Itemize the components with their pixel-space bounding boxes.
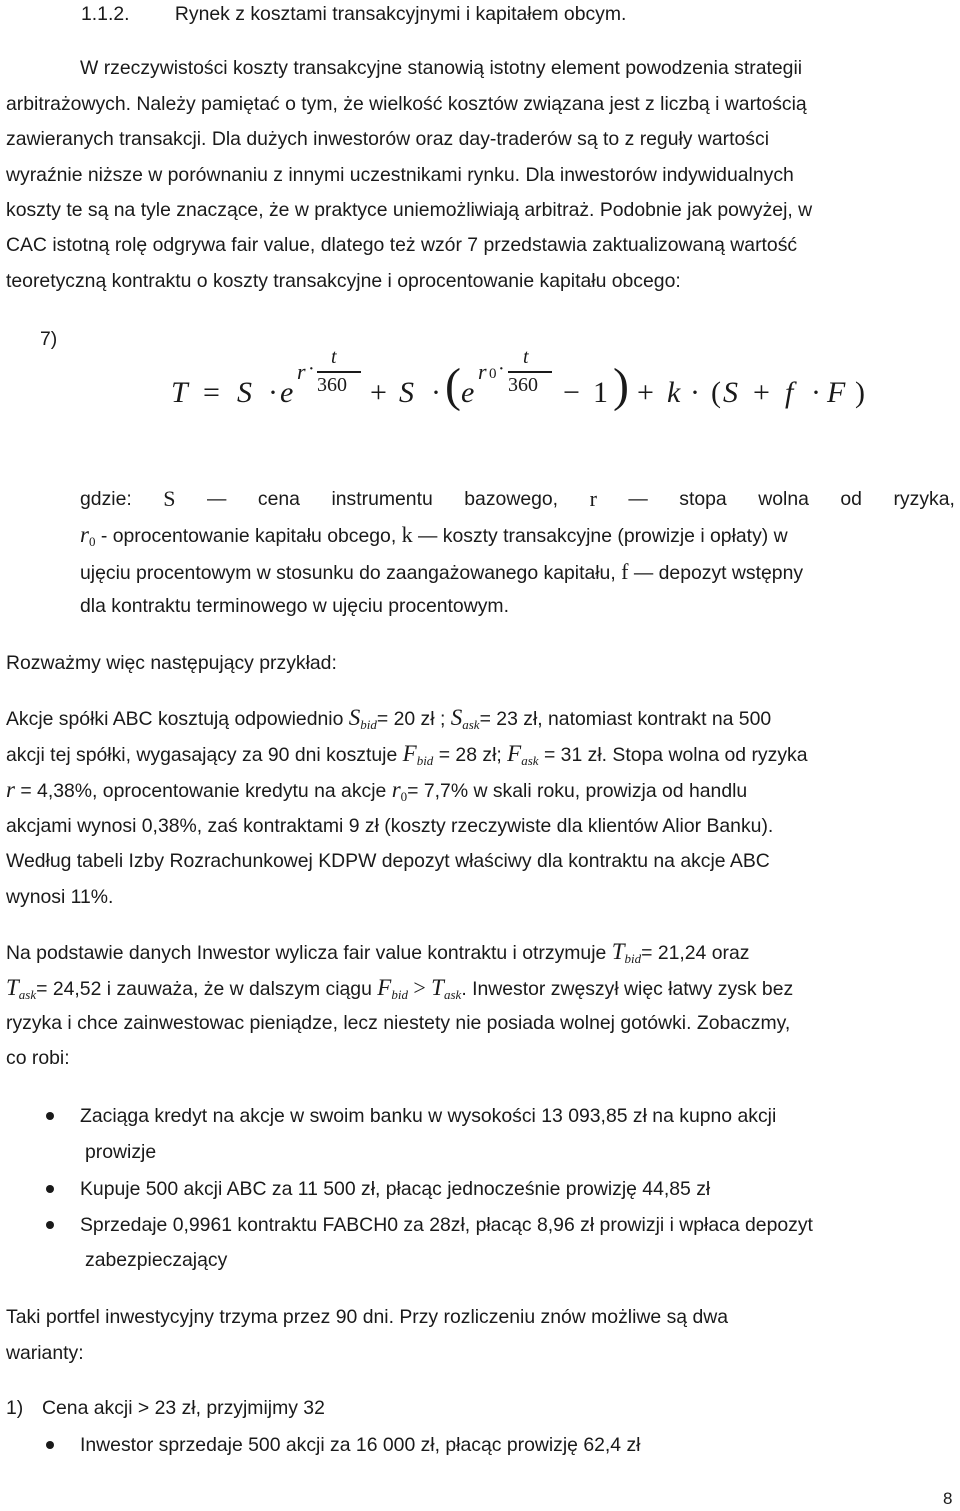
where-line-4: dla kontraktu terminowego w ujęciu procentowym. <box>80 595 509 617</box>
formula-frac-360-2: 360 <box>508 374 538 396</box>
formula-k: k <box>667 376 681 409</box>
formula-S-2: S <box>399 376 414 409</box>
para1-line-7: teoretyczną kontraktu o koszty transakcyjne i oprocentowanie kapitału obcego: <box>6 270 681 292</box>
bullet-dot-4 <box>46 1441 54 1449</box>
where-line-1: gdzie: S — cena instrumentu bazowego, r — stopa wolna od ryzyka, <box>80 486 955 511</box>
para1-line-2: arbitrażowych. Należy pamiętać o tym, że wielkość kosztów związana jest z liczbą i wartością <box>6 93 807 115</box>
example-line-1: Akcje spółki ABC kosztują odpowiednio $S_{bid}= 20$ zł ; $S_{ask}= 23$ zł, natomiast kontrakt na 500 <box>6 705 772 732</box>
formula-rparen: ) <box>613 359 629 412</box>
bullet-3-line-1: Sprzedaje 0,9961 kontraktu FABCH0 za 28zł, płacąc 8,96 zł prowizji i wpłaca depozyt <box>80 1214 813 1236</box>
formula-equals: = <box>203 376 220 409</box>
formula-F: F <box>827 376 846 409</box>
portfolio-line-2: warianty: <box>6 1342 84 1364</box>
para1-line-5: koszty te są na tyle znaczące, że w praktyce uniemożliwiają arbitraż. Podobnie jak powyżej, w <box>6 199 813 221</box>
formula-7 <box>165 346 885 432</box>
consider-line: Rozważmy więc następujący przykład: <box>6 652 337 674</box>
formula-minus: − <box>563 376 580 409</box>
bullet-1-line-1: Zaciąga kredyt na akcje w swoim banku w wysokości 13 093,85 zł na kupno akcji <box>80 1105 777 1127</box>
page-number: 8 <box>943 1489 953 1508</box>
para1-line-1: W rzeczywistości koszty transakcyjne stanowią istotny element powodzenia strategii <box>80 57 803 79</box>
formula-exp-dot-2: · <box>498 358 505 380</box>
bullet-dot-1 <box>46 1112 54 1120</box>
bullet-3-line-2: zabezpieczający <box>85 1249 228 1271</box>
investor-line-1: Na podstawie danych Inwestor wylicza fair value kontraktu i otrzymuje $T_{bid}= 21,24$ oraz <box>6 939 750 966</box>
formula-rparen-2: ) <box>855 376 865 409</box>
formula-f: f <box>785 376 794 409</box>
section-heading <box>81 2 626 26</box>
formula-dot-4: · <box>811 376 821 409</box>
bullet-1-line-2: prowizje <box>85 1141 157 1163</box>
example-line-5: Według tabeli Izby Rozrachunkowej KDPW depozyt właściwy dla kontraktu na akcje ABC <box>6 850 770 872</box>
formula-plus-2: + <box>637 376 654 409</box>
example-line-2: akcji tej spółki, wygasający za 90 dni kosztuje $F_{bid} = 28$ zł; $F_{ask} = 31$ zł. Stopa wolna od ryzyka <box>6 741 808 768</box>
para1-line-6: CAC istotną rolę odgrywa fair value, dlatego też wzór 7 przedstawia zaktualizowaną wartość <box>6 234 798 256</box>
section-number: 1.1.2. <box>81 3 130 25</box>
formula-lparen: ( <box>445 359 461 412</box>
investor-line-3: ryzyka i chce zainwestowac pieniądze, lecz niestety nie posiada wolnej gotówki. Zobaczmy, <box>6 1012 791 1034</box>
formula-e: e <box>280 376 294 409</box>
variant-1-number: 1) <box>6 1397 24 1419</box>
investor-line-2: $T_{ask}= 24,52$ i zauważa, że w dalszym ciągu $F_{bid} > T_{ask}$. Inwestor zwęszył więc łatwy zysk bez <box>6 975 794 1002</box>
formula-dot: · <box>268 376 278 409</box>
where-line-2: $r_0$ - oprocentowanie kapitału obcego, k — koszty transakcyjne (prowizje i opłaty) w <box>80 522 788 549</box>
bullet-dot-2 <box>46 1185 54 1193</box>
formula-exp-r0: r <box>478 359 487 384</box>
para1-line-4: wyraźnie niższe w porównaniu z innymi uczestnikami rynku. Dla inwestorów indywidualnych <box>6 164 794 186</box>
investor-line-4: co robi: <box>6 1047 70 1069</box>
formula-dot-2: · <box>431 376 441 409</box>
formula-S-3: S <box>723 376 738 409</box>
formula-frac-t-2: t <box>523 346 529 368</box>
formula-e-2: e <box>461 376 475 409</box>
formula-one: 1 <box>593 376 608 409</box>
formula-frac-360: 360 <box>317 374 347 396</box>
where-line-3: ujęciu procentowym w stosunku do zaangażowanego kapitału, f — depozyt wstępny <box>80 559 804 584</box>
formula-exp-dot: · <box>308 358 315 380</box>
formula-S: S <box>237 376 252 409</box>
example-line-3: r = 4,38%, oprocentowanie kredytu na akcje $r_0= 7,7\%$ w skali roku, prowizja od handlu <box>6 777 748 804</box>
formula-frac-t: t <box>331 346 337 368</box>
formula-T: T <box>171 376 188 409</box>
formula-exp-r: r <box>297 359 306 384</box>
variant-1-bullet: Inwestor sprzedaje 500 akcji za 16 000 zł, płacąc prowizję 62,4 zł <box>80 1434 641 1456</box>
section-title: Rynek z kosztami transakcyjnymi i kapitałem obcym. <box>174 3 627 25</box>
para1-line-3: zawieranych transakcji. Dla dużych inwestorów oraz day-traderów są to z reguły wartości <box>6 128 770 150</box>
example-line-6: wynosi 11%. <box>6 886 114 908</box>
portfolio-line-1: Taki portfel inwestycyjny trzyma przez 90 dni. Przy rozliczeniu znów możliwe są dwa <box>6 1306 729 1328</box>
formula-exp-r0-sub: 0 <box>489 366 497 382</box>
bullet-2: Kupuje 500 akcji ABC za 11 500 zł, płacąc jednocześnie prowizję 44,85 zł <box>80 1178 711 1200</box>
formula-plus-3: + <box>753 376 770 409</box>
formula-number: 7) <box>40 328 58 350</box>
bullet-dot-3 <box>46 1221 54 1229</box>
example-line-4: akcjami wynosi 0,38%, zaś kontraktami 9 zł (koszty rzeczywiste dla klientów Alior Banku). <box>6 815 774 837</box>
formula-plus-1: + <box>370 376 387 409</box>
formula-frac-bar-2 <box>508 371 552 373</box>
formula-frac-bar <box>317 371 361 373</box>
formula-dot-3: · <box>690 376 700 409</box>
formula-lparen-2: ( <box>711 376 721 409</box>
variant-1-text: Cena akcji > 23 zł, przyjmijmy 32 <box>42 1397 325 1419</box>
